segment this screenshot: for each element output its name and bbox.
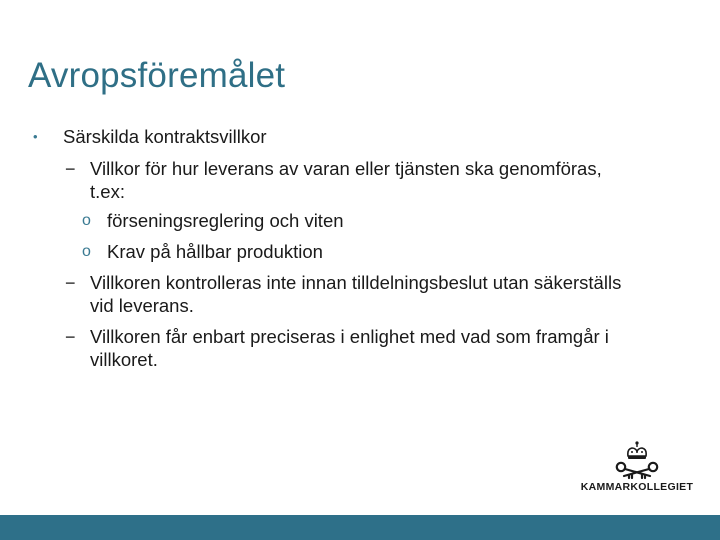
dash-marker: − — [65, 273, 76, 293]
footer-bar — [0, 515, 720, 540]
bullet-level2-text: Villkoren kontrolleras inte innan tilldelningsbeslut utan säkerställs — [90, 272, 622, 293]
logo-wordmark: KAMMARKOLLEGIET — [580, 481, 694, 493]
circle-marker: o — [82, 243, 91, 260]
kammarkollegiet-logo — [578, 438, 696, 498]
crown-keys-emblem-icon — [578, 438, 696, 482]
bullet-level2-text: Villkor för hur leverans av varan eller tjänsten ska genomföras, — [90, 158, 602, 179]
bullet-level2-text-cont: villkoret. — [90, 349, 158, 370]
circle-marker: o — [82, 212, 91, 229]
dash-marker: − — [65, 159, 76, 179]
dash-marker: − — [65, 327, 76, 347]
bullet-level3-text: förseningsreglering och viten — [107, 210, 344, 231]
bullet-level3-text: Krav på hållbar produktion — [107, 241, 323, 262]
bullet-level1-text: Särskilda kontraktsvillkor — [63, 126, 267, 147]
bullet-marker: • — [33, 129, 38, 144]
bullet-level2-text-cont: vid leverans. — [90, 295, 194, 316]
bullet-level2-text: Villkoren får enbart preciseras i enlighet med vad som framgår i — [90, 326, 609, 347]
bullet-level2-text-cont: t.ex: — [90, 181, 125, 202]
slide-title: Avropsföremålet — [28, 56, 286, 95]
